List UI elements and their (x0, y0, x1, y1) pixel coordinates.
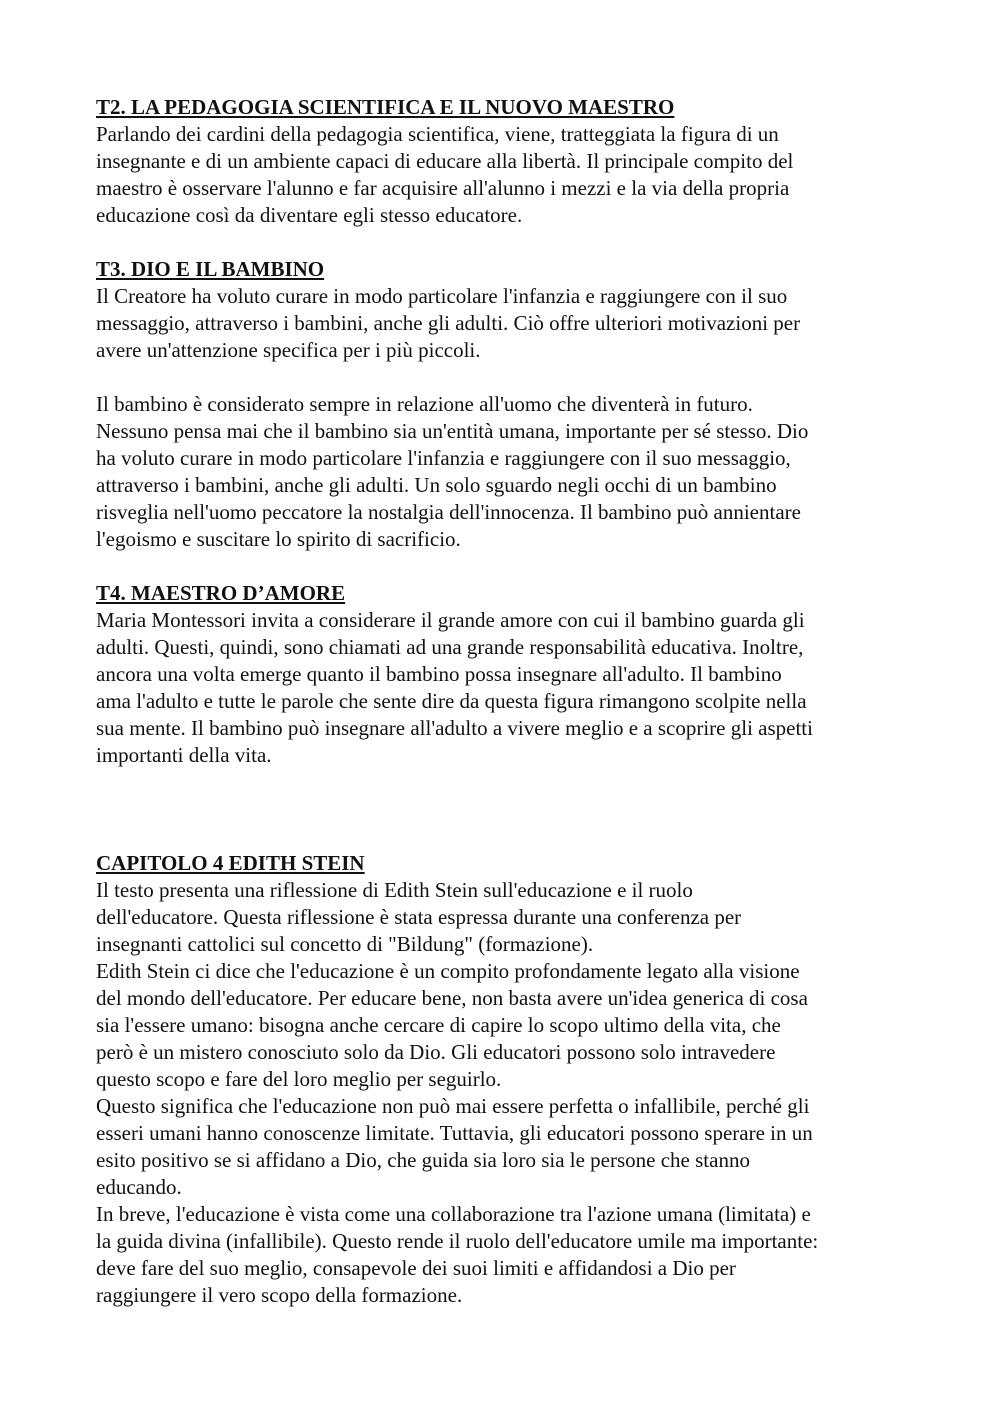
text-line: Edith Stein ci dice che l'educazione è un compito profondamente legato alla visione (96, 959, 800, 983)
document-page (96, 94, 916, 1309)
text-line: insegnante e di un ambiente capaci di educare alla libertà. Il principale compito del (96, 149, 794, 173)
text-line: la guida divina (infallibile). Questo rende il ruolo dell'educatore umile ma importante: (96, 1229, 819, 1253)
text-line: Parlando dei cardini della pedagogia scientifica, viene, tratteggiata la figura di un (96, 122, 779, 146)
text-line: messaggio, attraverso i bambini, anche gli adulti. Ciò offre ulteriori motivazioni per (96, 311, 801, 335)
paragraph-spacer (96, 364, 916, 391)
section-heading: T4. MAESTRO D’AMORE (96, 581, 346, 605)
text-line: Il Creatore ha voluto curare in modo particolare l'infanzia e raggiungere con il suo (96, 284, 788, 308)
text-line: maestro è osservare l'alunno e far acquisire all'alunno i mezzi e la via della propria (96, 176, 790, 200)
text-line: Nessuno pensa mai che il bambino sia un'entità umana, importante per sé stesso. Dio (96, 419, 809, 443)
text-line: deve fare del suo meglio, consapevole dei suoi limiti e affidandosi a Dio per (96, 1256, 736, 1280)
text-line: In breve, l'educazione è vista come una collaborazione tra l'azione umana (limitata) e (96, 1202, 811, 1226)
section-t4 (96, 580, 916, 769)
text-line: Maria Montessori invita a considerare il grande amore con cui il bambino guarda gli (96, 608, 805, 632)
text-line: ha voluto curare in modo particolare l'infanzia e raggiungere con il suo messaggio, (96, 446, 791, 470)
text-line: ancora una volta emerge quanto il bambino possa insegnare all'adulto. Il bambino (96, 662, 782, 686)
text-line: esseri umani hanno conoscenze limitate. Tuttavia, gli educatori possono sperare in un (96, 1121, 813, 1145)
text-line: questo scopo e fare del loro meglio per seguirlo. (96, 1067, 502, 1091)
text-line: raggiungere il vero scopo della formazione. (96, 1283, 463, 1307)
text-line: Il testo presenta una riflessione di Edith Stein sull'educazione e il ruolo (96, 878, 693, 902)
text-line: avere un'attenzione specifica per i più piccoli. (96, 338, 481, 362)
text-line: dell'educatore. Questa riflessione è stata espressa durante una conferenza per (96, 905, 742, 929)
text-line: adulti. Questi, quindi, sono chiamati ad una grande responsabilità educativa. Inoltre, (96, 635, 804, 659)
paragraph-spacer (96, 553, 916, 580)
paragraph-spacer (96, 229, 916, 256)
section-spacer (96, 769, 916, 823)
section-t3 (96, 256, 916, 553)
text-line: importanti della vita. (96, 743, 272, 767)
section-heading: T3. DIO E IL BAMBINO (96, 257, 325, 281)
text-line: però è un mistero conosciuto solo da Dio. Gli educatori possono solo intravedere (96, 1040, 776, 1064)
section-t2 (96, 94, 916, 229)
paragraph-spacer (96, 823, 916, 850)
text-line: esito positivo se si affidano a Dio, che guida sia loro sia le persone che stanno (96, 1148, 750, 1172)
section-capitolo-4 (96, 850, 916, 1309)
text-line: risveglia nell'uomo peccatore la nostalgia dell'innocenza. Il bambino può annientare (96, 500, 801, 524)
text-line: ama l'adulto e tutte le parole che sente dire da questa figura rimangono scolpite nella (96, 689, 807, 713)
text-line: sia l'essere umano: bisogna anche cercare di capire lo scopo ultimo della vita, che (96, 1013, 781, 1037)
text-line: insegnanti cattolici sul concetto di "Bildung" (formazione). (96, 932, 594, 956)
text-line: Questo significa che l'educazione non può mai essere perfetta o infallibile, perché gli (96, 1094, 810, 1118)
text-line: attraverso i bambini, anche gli adulti. Un solo sguardo negli occhi di un bambino (96, 473, 777, 497)
section-heading: CAPITOLO 4 EDITH STEIN (96, 851, 365, 875)
text-line: educazione così da diventare egli stesso educatore. (96, 203, 523, 227)
text-line: l'egoismo e suscitare lo spirito di sacrificio. (96, 527, 461, 551)
text-line: educando. (96, 1175, 182, 1199)
text-line: sua mente. Il bambino può insegnare all'adulto a vivere meglio e a scoprire gli aspetti (96, 716, 813, 740)
section-heading: T2. LA PEDAGOGIA SCIENTIFICA E IL NUOVO MAESTRO (96, 95, 675, 119)
text-line: del mondo dell'educatore. Per educare bene, non basta avere un'idea generica di cosa (96, 986, 808, 1010)
text-line: Il bambino è considerato sempre in relazione all'uomo che diventerà in futuro. (96, 392, 753, 416)
